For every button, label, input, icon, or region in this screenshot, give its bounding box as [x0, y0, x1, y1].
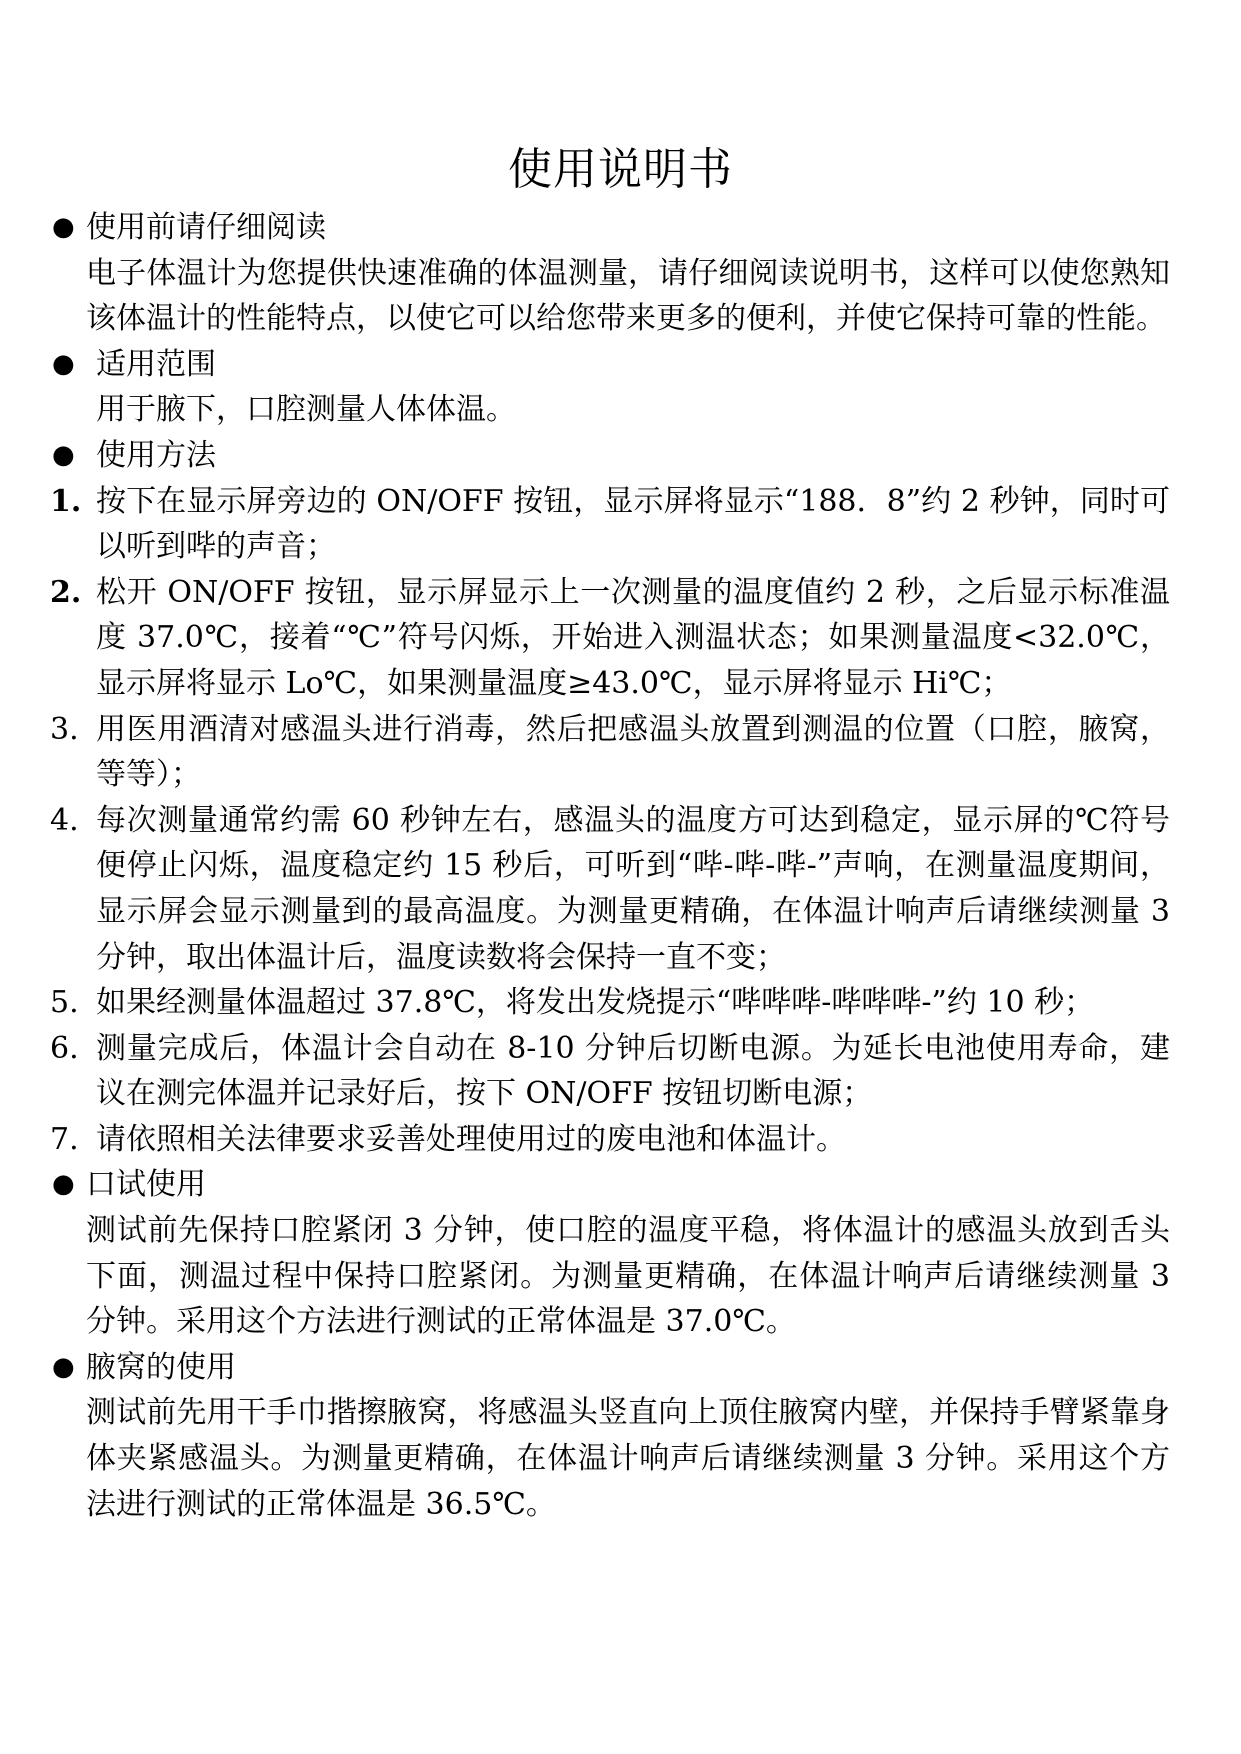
section-heading-read-carefully: [50, 205, 1170, 251]
section-paragraph-scope: 用于腋下，口腔测量人体体温。: [96, 392, 516, 428]
section-paragraph-oral: 测试前先保持口腔紧闭 3 分钟，使口腔的温度平稳，将体温计的感温头放到舌头下面，测温过程中保持口腔紧闭。为测量更精确，在体温计响声后请继续测量 3 分钟。采用这个方法进行测试的正常体温是 37.0℃。: [86, 1213, 1170, 1340]
bullet-icon: ●: [52, 348, 75, 379]
step-number: 1.: [50, 483, 82, 519]
document-body: [50, 205, 1170, 1527]
step-text: 松开 ON/OFF 按钮，显示屏显示上一次测量的温度值约 2 秒，之后显示标准温度 37.0℃，接着“℃”符号闪烁，开始进入测温状态；如果测量温度<32.0℃，显示屏将显示 Lo℃，如果测量温度≥43.0℃，显示屏将显示 Hi℃；: [96, 574, 1170, 701]
section-heading-scope: [50, 342, 1170, 388]
usage-step-4: [50, 798, 1170, 980]
step-text: 用医用酒清对感温头进行消毒，然后把感温头放置到测温的位置（口腔，腋窝，等等）；: [96, 711, 1170, 793]
bullet-icon: ●: [52, 1351, 75, 1382]
usage-step-6: [50, 1026, 1170, 1117]
section-paragraph-armpit: 测试前先用干手巾揩擦腋窝，将感温头竖直向上顶住腋窝内壁，并保持手臂紧靠身体夹紧感温头。为测量更精确，在体温计响声后请继续测量 3 分钟。采用这个方法进行测试的正常体温是 36.5℃。: [86, 1395, 1170, 1522]
step-number: 6.: [50, 1030, 79, 1066]
section-heading-text: 使用方法: [96, 437, 216, 473]
section-heading-usage: [50, 433, 1170, 479]
usage-step-7: [50, 1117, 1170, 1163]
bullet-icon: ●: [52, 1169, 75, 1200]
bullet-icon: ●: [52, 439, 75, 470]
usage-step-1: [50, 479, 1170, 570]
step-text: 每次测量通常约需 60 秒钟左右，感温头的温度方可达到稳定，显示屏的℃符号便停止闪烁，温度稳定约 15 秒后，可听到“哔-哔-哔-”声响，在测量温度期间，显示屏会显示测量到的最高温度。为测量更精确，在体温计响声后请继续测量 3 分钟，取出体温计后，温度读数将会保持一直不变；: [96, 802, 1170, 975]
step-text: 测量完成后，体温计会自动在 8-10 分钟后切断电源。为延长电池使用寿命，建议在测完体温并记录好后，按下 ON/OFF 按钮切断电源；: [96, 1030, 1170, 1112]
section-heading-text: 口试使用: [86, 1167, 206, 1203]
usage-step-2: [50, 570, 1170, 707]
step-text: 请依照相关法律要求妥善处理使用过的废电池和体温计。: [96, 1121, 846, 1157]
section-heading-armpit: [50, 1345, 1170, 1391]
section-heading-text: 适用范围: [96, 346, 216, 382]
step-text: 按下在显示屏旁边的 ON/OFF 按钮，显示屏将显示“188．8”约 2 秒钟，同时可以听到哔的声音；: [96, 483, 1170, 565]
usage-step-5: [50, 980, 1170, 1026]
section-heading-oral: [50, 1162, 1170, 1208]
document-title: 使用说明书: [508, 144, 733, 195]
section-paragraph-intro: 电子体温计为您提供快速准确的体温测量，请仔细阅读说明书，这样可以使您熟知该体温计的性能特点，以使它可以给您带来更多的便利，并使它保持可靠的性能。: [86, 255, 1170, 337]
step-number: 4.: [50, 802, 79, 838]
step-number: 7.: [50, 1121, 79, 1157]
section-heading-text: 使用前请仔细阅读: [86, 210, 326, 245]
step-number: 5.: [50, 985, 79, 1021]
usage-step-3: [50, 707, 1170, 798]
step-text: 如果经测量体温超过 37.8℃，将发出发烧提示“哔哔哔-哔哔哔-”约 10 秒；: [96, 985, 1095, 1021]
step-number: 3.: [50, 711, 79, 747]
step-number: 2.: [50, 574, 82, 610]
bullet-icon: ●: [52, 212, 75, 242]
section-heading-text: 腋窝的使用: [86, 1349, 236, 1385]
